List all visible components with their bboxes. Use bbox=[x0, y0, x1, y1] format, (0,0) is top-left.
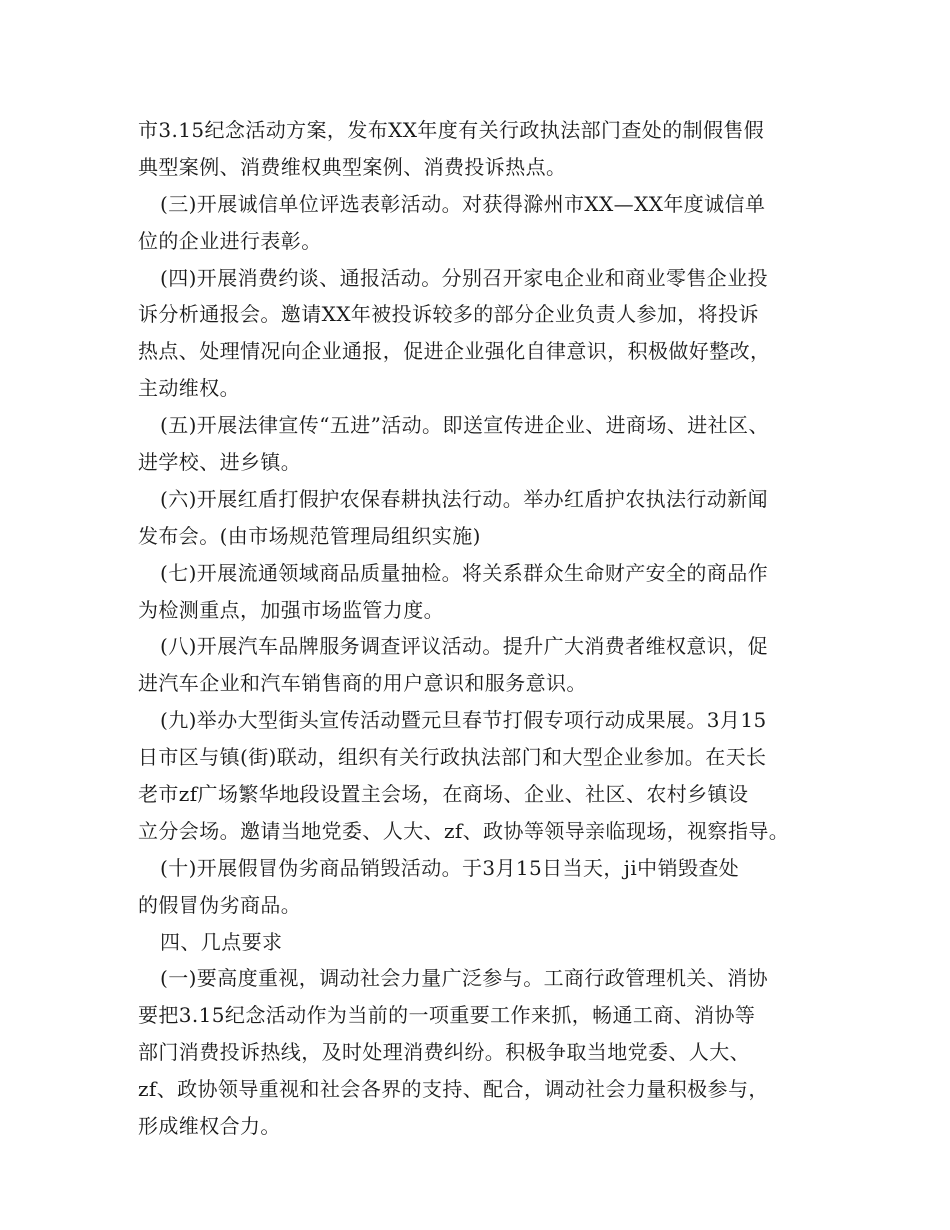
text-line: 典型案例、消费维权典型案例、消费投诉热点。 bbox=[138, 154, 567, 179]
text-line: 诉分析通报会。邀请XX年被投诉较多的部分企业负责人参加，将投诉 bbox=[138, 302, 759, 327]
text-line: 日市区与镇(街)联动，组织有关行政执法部门和大型企业参加。在天长 bbox=[138, 745, 767, 770]
text-line: 发布会。(由市场规范管理局组织实施) bbox=[138, 523, 481, 548]
text-line: 主动维权。 bbox=[138, 376, 240, 401]
text-line: 老市zf广场繁华地段设置主会场，在商场、企业、社区、农村乡镇设 bbox=[138, 782, 749, 807]
text-line: 热点、处理情况向企业通报，促进企业强化自律意识，积极做好整改， bbox=[138, 339, 771, 364]
text-line: (七)开展流通领域商品质量抽检。将关系群众生命财产安全的商品作 bbox=[160, 560, 769, 585]
text-line: (三)开展诚信单位评选表彰活动。对获得滁州市XX—XX年度诚信单 bbox=[160, 191, 766, 216]
text-line: (九)举办大型街头宣传活动暨元旦春节打假专项行动成果展。3月15 bbox=[160, 708, 767, 733]
text-line: 形成维权合力。 bbox=[138, 1114, 281, 1139]
text-line: 进学校、进乡镇。 bbox=[138, 450, 302, 475]
text-line: (五)开展法律宣传“五进”活动。即送宣传进企业、进商场、进社区、 bbox=[160, 413, 769, 438]
text-line: (四)开展消费约谈、通报活动。分别召开家电企业和商业零售企业投 bbox=[160, 265, 769, 290]
text-line: 位的企业进行表彰。 bbox=[138, 228, 322, 253]
text-line: 市3.15纪念活动方案，发布XX年度有关行政执法部门查处的制假售假 bbox=[138, 118, 765, 142]
text-line: zf、政协领导重视和社会各界的支持、配合，调动社会力量积极参与， bbox=[138, 1077, 769, 1102]
text-line: (十)开展假冒伪劣商品销毁活动。于3月15日当天，ji中销毁查处 bbox=[160, 855, 740, 880]
text-line: 进汽车企业和汽车销售商的用户意识和服务意识。 bbox=[138, 671, 587, 696]
text-line: (八)开展汽车品牌服务调查评议活动。提升广大消费者维权意识，促 bbox=[160, 634, 769, 659]
text-line: (一)要高度重视，调动社会力量广泛参与。工商行政管理机关、消协 bbox=[160, 966, 769, 991]
text-line: 立分会场。邀请当地党委、人大、zf、政协等领导亲临现场，视察指导。 bbox=[138, 818, 790, 843]
text-line: 要把3.15纪念活动作为当前的一项重要工作来抓，畅通工商、消协等 bbox=[138, 1003, 756, 1028]
text-line: (六)开展红盾打假护农保春耕执法行动。举办红盾护农执法行动新闻 bbox=[160, 486, 769, 511]
text-line: 部门消费投诉热线，及时处理消费纠纷。积极争取当地党委、人大、 bbox=[138, 1040, 750, 1065]
text-line: 四、几点要求 bbox=[160, 929, 283, 954]
document-body bbox=[138, 112, 838, 1145]
text-line: 为检测重点，加强市场监管力度。 bbox=[138, 597, 444, 622]
text-line: 的假冒伪劣商品。 bbox=[138, 892, 302, 917]
